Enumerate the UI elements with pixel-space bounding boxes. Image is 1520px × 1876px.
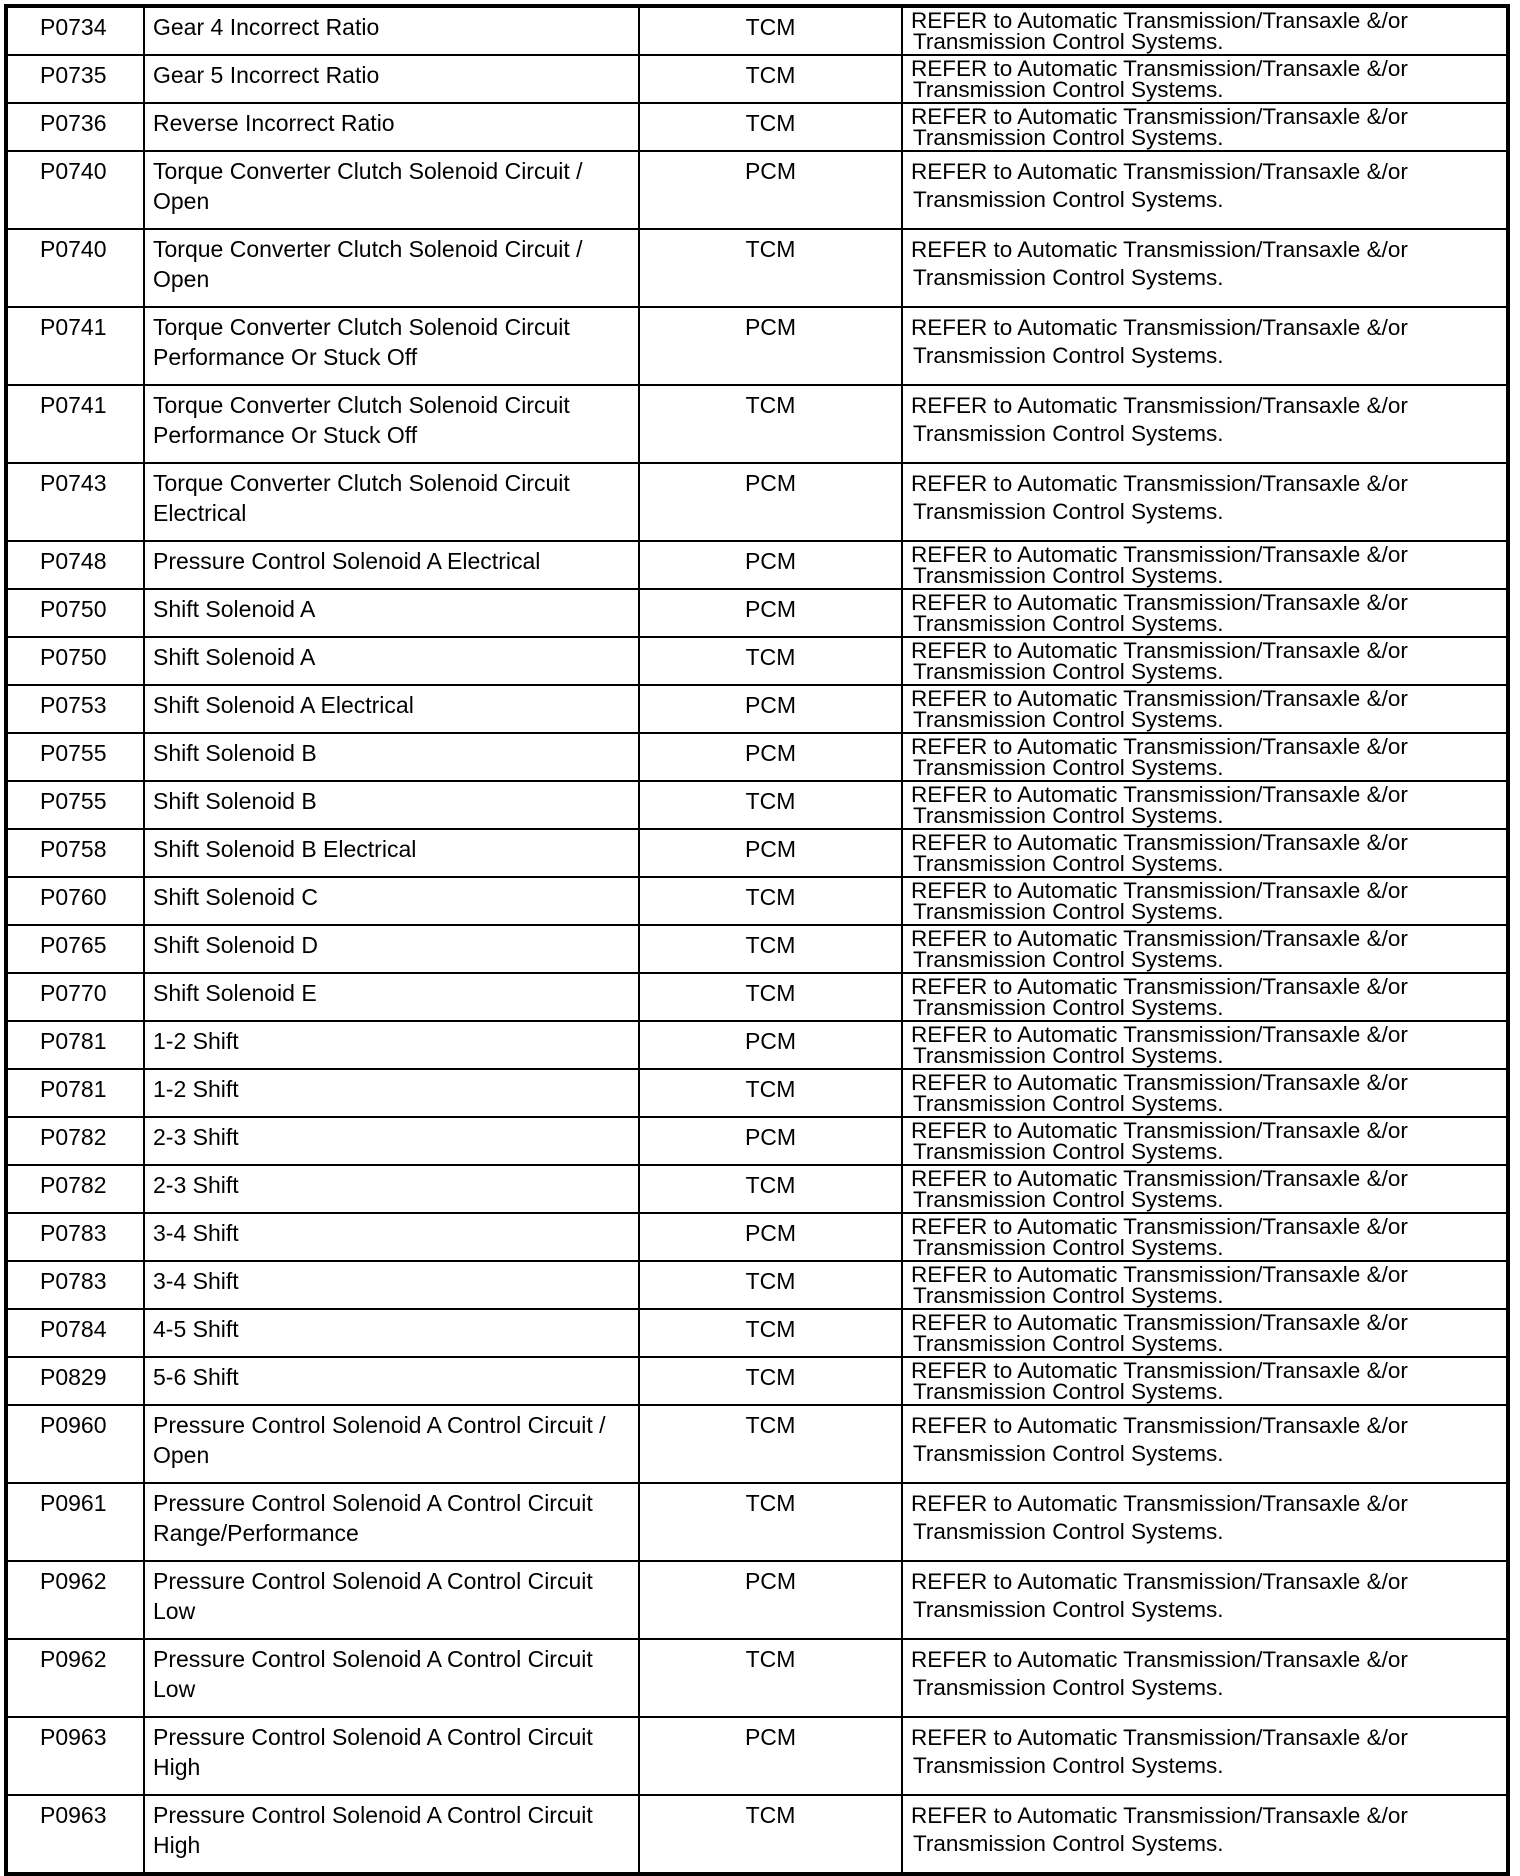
- dtc-code: P0741: [8, 386, 145, 462]
- dtc-code: P0735: [8, 56, 145, 102]
- dtc-remedy: [903, 308, 1506, 384]
- dtc-description: 1-2 Shift: [145, 1022, 640, 1068]
- dtc-description: Gear 4 Incorrect Ratio: [145, 8, 640, 54]
- dtc-remedy: [903, 782, 1506, 828]
- dtc-code: P0748: [8, 542, 145, 588]
- dtc-module: TCM: [640, 974, 903, 1020]
- dtc-remedy: [903, 1406, 1506, 1482]
- dtc-remedy: [903, 1118, 1506, 1164]
- dtc-description: 3-4 Shift: [145, 1214, 640, 1260]
- dtc-remedy: [903, 830, 1506, 876]
- table-row: [8, 636, 1506, 684]
- remedy-line-1: REFER to Automatic Transmission/Transaxle &/or: [911, 590, 1408, 615]
- dtc-description: Torque Converter Clutch Solenoid Circuit Performance Or Stuck Off: [145, 386, 640, 462]
- remedy-line-1: REFER to Automatic Transmission/Transaxle &/or: [911, 878, 1408, 903]
- remedy-line-1: REFER to Automatic Transmission/Transaxle &/or: [911, 56, 1408, 81]
- table-row: [8, 972, 1506, 1020]
- remedy-line-2: Transmission Control Systems.: [913, 499, 1224, 524]
- dtc-code: P0753: [8, 686, 145, 732]
- remedy-line-2: Transmission Control Systems.: [913, 1283, 1224, 1308]
- table-row: [8, 1482, 1506, 1560]
- table-row: [8, 1560, 1506, 1638]
- dtc-remedy: [903, 1640, 1506, 1716]
- dtc-description: Torque Converter Clutch Solenoid Circuit Electrical: [145, 464, 640, 540]
- table-row: [8, 1404, 1506, 1482]
- dtc-module: TCM: [640, 1310, 903, 1356]
- table-row: [8, 102, 1506, 150]
- dtc-code: P0963: [8, 1718, 145, 1794]
- table-row: [8, 924, 1506, 972]
- remedy-line-1: REFER to Automatic Transmission/Transaxle &/or: [911, 1413, 1408, 1438]
- dtc-module: TCM: [640, 8, 903, 54]
- table-row: [8, 1212, 1506, 1260]
- remedy-line-2: Transmission Control Systems.: [913, 1235, 1224, 1260]
- dtc-code: P0770: [8, 974, 145, 1020]
- dtc-remedy: [903, 734, 1506, 780]
- dtc-code: P0783: [8, 1214, 145, 1260]
- table-row: [8, 684, 1506, 732]
- dtc-module: TCM: [640, 1640, 903, 1716]
- remedy-line-1: REFER to Automatic Transmission/Transaxle &/or: [911, 1803, 1408, 1828]
- dtc-remedy: [903, 878, 1506, 924]
- table-row: [8, 8, 1506, 54]
- table-row: [8, 54, 1506, 102]
- dtc-module: PCM: [640, 1718, 903, 1794]
- remedy-line-2: Transmission Control Systems.: [913, 343, 1224, 368]
- dtc-description: Shift Solenoid D: [145, 926, 640, 972]
- dtc-module: TCM: [640, 56, 903, 102]
- table-row: [8, 1068, 1506, 1116]
- dtc-remedy: [903, 8, 1506, 54]
- remedy-line-2: Transmission Control Systems.: [913, 1139, 1224, 1164]
- dtc-code: P0960: [8, 1406, 145, 1482]
- dtc-code: P0961: [8, 1484, 145, 1560]
- dtc-code: P0740: [8, 230, 145, 306]
- remedy-line-1: REFER to Automatic Transmission/Transaxle &/or: [911, 1118, 1408, 1143]
- dtc-code: P0743: [8, 464, 145, 540]
- dtc-remedy: [903, 1718, 1506, 1794]
- dtc-remedy: [903, 1166, 1506, 1212]
- dtc-remedy: [903, 638, 1506, 684]
- dtc-module: PCM: [640, 542, 903, 588]
- dtc-code: P0750: [8, 638, 145, 684]
- dtc-description: Shift Solenoid C: [145, 878, 640, 924]
- remedy-line-2: Transmission Control Systems.: [913, 755, 1224, 780]
- table-row: [8, 1356, 1506, 1404]
- dtc-table: [4, 4, 1510, 1876]
- dtc-code: P0765: [8, 926, 145, 972]
- dtc-description: Pressure Control Solenoid A Control Circuit / Open: [145, 1406, 640, 1482]
- dtc-code: P0783: [8, 1262, 145, 1308]
- dtc-remedy: [903, 590, 1506, 636]
- dtc-module: PCM: [640, 1214, 903, 1260]
- dtc-module: PCM: [640, 1022, 903, 1068]
- remedy-line-1: REFER to Automatic Transmission/Transaxle &/or: [911, 926, 1408, 951]
- dtc-module: TCM: [640, 1262, 903, 1308]
- dtc-remedy: [903, 386, 1506, 462]
- dtc-code: P0781: [8, 1070, 145, 1116]
- remedy-line-1: REFER to Automatic Transmission/Transaxle &/or: [911, 393, 1408, 418]
- remedy-line-1: REFER to Automatic Transmission/Transaxle &/or: [911, 542, 1408, 567]
- table-row: [8, 1716, 1506, 1794]
- remedy-line-2: Transmission Control Systems.: [913, 265, 1224, 290]
- dtc-module: PCM: [640, 590, 903, 636]
- table-row: [8, 1020, 1506, 1068]
- remedy-line-1: REFER to Automatic Transmission/Transaxle &/or: [911, 734, 1408, 759]
- table-row: [8, 150, 1506, 228]
- dtc-module: TCM: [640, 1406, 903, 1482]
- dtc-description: Shift Solenoid E: [145, 974, 640, 1020]
- dtc-module: TCM: [640, 1358, 903, 1404]
- dtc-description: 2-3 Shift: [145, 1166, 640, 1212]
- remedy-line-1: REFER to Automatic Transmission/Transaxle &/or: [911, 974, 1408, 999]
- dtc-remedy: [903, 1214, 1506, 1260]
- remedy-line-2: Transmission Control Systems.: [913, 995, 1224, 1020]
- remedy-line-1: REFER to Automatic Transmission/Transaxle &/or: [911, 1725, 1408, 1750]
- dtc-description: Pressure Control Solenoid A Control Circuit Low: [145, 1640, 640, 1716]
- dtc-description: 1-2 Shift: [145, 1070, 640, 1116]
- table-row: [8, 1164, 1506, 1212]
- dtc-module: PCM: [640, 308, 903, 384]
- dtc-module: PCM: [640, 734, 903, 780]
- dtc-remedy: [903, 1262, 1506, 1308]
- dtc-remedy: [903, 1484, 1506, 1560]
- table-row: [8, 1794, 1506, 1872]
- remedy-line-2: Transmission Control Systems.: [913, 187, 1224, 212]
- table-row: [8, 462, 1506, 540]
- remedy-line-1: REFER to Automatic Transmission/Transaxle &/or: [911, 782, 1408, 807]
- dtc-remedy: [903, 1562, 1506, 1638]
- dtc-code: P0760: [8, 878, 145, 924]
- table-row: [8, 1260, 1506, 1308]
- dtc-module: TCM: [640, 1796, 903, 1872]
- table-row: [8, 828, 1506, 876]
- dtc-code: P0963: [8, 1796, 145, 1872]
- table-row: [8, 228, 1506, 306]
- dtc-description: 2-3 Shift: [145, 1118, 640, 1164]
- dtc-remedy: [903, 974, 1506, 1020]
- dtc-description: Torque Converter Clutch Solenoid Circuit Performance Or Stuck Off: [145, 308, 640, 384]
- dtc-code: P0740: [8, 152, 145, 228]
- remedy-line-2: Transmission Control Systems.: [913, 1519, 1224, 1544]
- remedy-line-2: Transmission Control Systems.: [913, 947, 1224, 972]
- table-row: [8, 384, 1506, 462]
- dtc-description: 3-4 Shift: [145, 1262, 640, 1308]
- remedy-line-2: Transmission Control Systems.: [913, 611, 1224, 636]
- dtc-module: PCM: [640, 1118, 903, 1164]
- dtc-code: P0962: [8, 1562, 145, 1638]
- dtc-remedy: [903, 926, 1506, 972]
- dtc-description: Torque Converter Clutch Solenoid Circuit / Open: [145, 152, 640, 228]
- table-row: [8, 732, 1506, 780]
- dtc-remedy: [903, 152, 1506, 228]
- dtc-remedy: [903, 56, 1506, 102]
- dtc-module: TCM: [640, 1070, 903, 1116]
- dtc-description: Shift Solenoid A Electrical: [145, 686, 640, 732]
- dtc-remedy: [903, 464, 1506, 540]
- dtc-module: PCM: [640, 152, 903, 228]
- dtc-remedy: [903, 1310, 1506, 1356]
- dtc-remedy: [903, 1796, 1506, 1872]
- remedy-line-1: REFER to Automatic Transmission/Transaxle &/or: [911, 1166, 1408, 1191]
- dtc-module: TCM: [640, 1166, 903, 1212]
- dtc-description: Shift Solenoid B: [145, 734, 640, 780]
- remedy-line-2: Transmission Control Systems.: [913, 563, 1224, 588]
- remedy-line-2: Transmission Control Systems.: [913, 659, 1224, 684]
- remedy-line-2: Transmission Control Systems.: [913, 1441, 1224, 1466]
- dtc-description: Shift Solenoid A: [145, 638, 640, 684]
- dtc-module: TCM: [640, 1484, 903, 1560]
- dtc-module: TCM: [640, 926, 903, 972]
- dtc-module: TCM: [640, 104, 903, 150]
- dtc-code: P0782: [8, 1166, 145, 1212]
- dtc-module: TCM: [640, 638, 903, 684]
- table-row: [8, 876, 1506, 924]
- remedy-line-1: REFER to Automatic Transmission/Transaxle &/or: [911, 1647, 1408, 1672]
- remedy-line-1: REFER to Automatic Transmission/Transaxle &/or: [911, 1262, 1408, 1287]
- dtc-module: PCM: [640, 464, 903, 540]
- table-row: [8, 1308, 1506, 1356]
- remedy-line-2: Transmission Control Systems.: [913, 1091, 1224, 1116]
- table-row: [8, 306, 1506, 384]
- remedy-line-1: REFER to Automatic Transmission/Transaxle &/or: [911, 471, 1408, 496]
- remedy-line-1: REFER to Automatic Transmission/Transaxle &/or: [911, 1569, 1408, 1594]
- remedy-line-1: REFER to Automatic Transmission/Transaxle &/or: [911, 8, 1408, 33]
- dtc-remedy: [903, 542, 1506, 588]
- remedy-line-2: Transmission Control Systems.: [913, 851, 1224, 876]
- dtc-remedy: [903, 1070, 1506, 1116]
- remedy-line-1: REFER to Automatic Transmission/Transaxle &/or: [911, 237, 1408, 262]
- remedy-line-1: REFER to Automatic Transmission/Transaxle &/or: [911, 1022, 1408, 1047]
- dtc-description: Pressure Control Solenoid A Electrical: [145, 542, 640, 588]
- dtc-description: Torque Converter Clutch Solenoid Circuit / Open: [145, 230, 640, 306]
- dtc-code: P0962: [8, 1640, 145, 1716]
- dtc-module: PCM: [640, 686, 903, 732]
- dtc-code: P0750: [8, 590, 145, 636]
- dtc-description: 5-6 Shift: [145, 1358, 640, 1404]
- dtc-module: TCM: [640, 782, 903, 828]
- remedy-line-2: Transmission Control Systems.: [913, 1187, 1224, 1212]
- dtc-code: P0755: [8, 734, 145, 780]
- dtc-description: Reverse Incorrect Ratio: [145, 104, 640, 150]
- remedy-line-1: REFER to Automatic Transmission/Transaxle &/or: [911, 1214, 1408, 1239]
- dtc-remedy: [903, 1022, 1506, 1068]
- dtc-code: P0736: [8, 104, 145, 150]
- remedy-line-2: Transmission Control Systems.: [913, 1597, 1224, 1622]
- remedy-line-2: Transmission Control Systems.: [913, 77, 1224, 102]
- remedy-line-1: REFER to Automatic Transmission/Transaxle &/or: [911, 638, 1408, 663]
- remedy-line-2: Transmission Control Systems.: [913, 125, 1224, 150]
- table-row: [8, 1638, 1506, 1716]
- table-row: [8, 1116, 1506, 1164]
- remedy-line-2: Transmission Control Systems.: [913, 707, 1224, 732]
- dtc-code: P0734: [8, 8, 145, 54]
- dtc-code: P0781: [8, 1022, 145, 1068]
- dtc-module: TCM: [640, 386, 903, 462]
- dtc-description: Shift Solenoid B Electrical: [145, 830, 640, 876]
- dtc-remedy: [903, 230, 1506, 306]
- dtc-remedy: [903, 1358, 1506, 1404]
- remedy-line-2: Transmission Control Systems.: [913, 29, 1224, 54]
- remedy-line-2: Transmission Control Systems.: [913, 421, 1224, 446]
- remedy-line-2: Transmission Control Systems.: [913, 803, 1224, 828]
- remedy-line-1: REFER to Automatic Transmission/Transaxle &/or: [911, 830, 1408, 855]
- dtc-code: P0755: [8, 782, 145, 828]
- remedy-line-1: REFER to Automatic Transmission/Transaxle &/or: [911, 1070, 1408, 1095]
- remedy-line-2: Transmission Control Systems.: [913, 899, 1224, 924]
- remedy-line-1: REFER to Automatic Transmission/Transaxle &/or: [911, 686, 1408, 711]
- dtc-module: PCM: [640, 830, 903, 876]
- dtc-remedy: [903, 104, 1506, 150]
- table-row: [8, 780, 1506, 828]
- table-row: [8, 588, 1506, 636]
- dtc-code: P0829: [8, 1358, 145, 1404]
- dtc-description: Shift Solenoid A: [145, 590, 640, 636]
- dtc-description: Pressure Control Solenoid A Control Circuit High: [145, 1796, 640, 1872]
- dtc-description: Gear 5 Incorrect Ratio: [145, 56, 640, 102]
- remedy-line-2: Transmission Control Systems.: [913, 1753, 1224, 1778]
- dtc-description: Pressure Control Solenoid A Control Circuit Low: [145, 1562, 640, 1638]
- remedy-line-2: Transmission Control Systems.: [913, 1831, 1224, 1856]
- remedy-line-1: REFER to Automatic Transmission/Transaxle &/or: [911, 1491, 1408, 1516]
- dtc-description: 4-5 Shift: [145, 1310, 640, 1356]
- dtc-code: P0741: [8, 308, 145, 384]
- remedy-line-2: Transmission Control Systems.: [913, 1043, 1224, 1068]
- remedy-line-1: REFER to Automatic Transmission/Transaxle &/or: [911, 315, 1408, 340]
- remedy-line-1: REFER to Automatic Transmission/Transaxle &/or: [911, 104, 1408, 129]
- remedy-line-2: Transmission Control Systems.: [913, 1331, 1224, 1356]
- dtc-module: TCM: [640, 230, 903, 306]
- dtc-code: P0784: [8, 1310, 145, 1356]
- dtc-module: TCM: [640, 878, 903, 924]
- remedy-line-1: REFER to Automatic Transmission/Transaxle &/or: [911, 1310, 1408, 1335]
- table-row: [8, 540, 1506, 588]
- remedy-line-1: REFER to Automatic Transmission/Transaxle &/or: [911, 159, 1408, 184]
- dtc-description: Pressure Control Solenoid A Control Circuit Range/Performance: [145, 1484, 640, 1560]
- dtc-module: PCM: [640, 1562, 903, 1638]
- dtc-code: P0758: [8, 830, 145, 876]
- remedy-line-2: Transmission Control Systems.: [913, 1675, 1224, 1700]
- remedy-line-1: REFER to Automatic Transmission/Transaxle &/or: [911, 1358, 1408, 1383]
- dtc-description: Pressure Control Solenoid A Control Circuit High: [145, 1718, 640, 1794]
- dtc-description: Shift Solenoid B: [145, 782, 640, 828]
- dtc-remedy: [903, 686, 1506, 732]
- remedy-line-2: Transmission Control Systems.: [913, 1379, 1224, 1404]
- dtc-code: P0782: [8, 1118, 145, 1164]
